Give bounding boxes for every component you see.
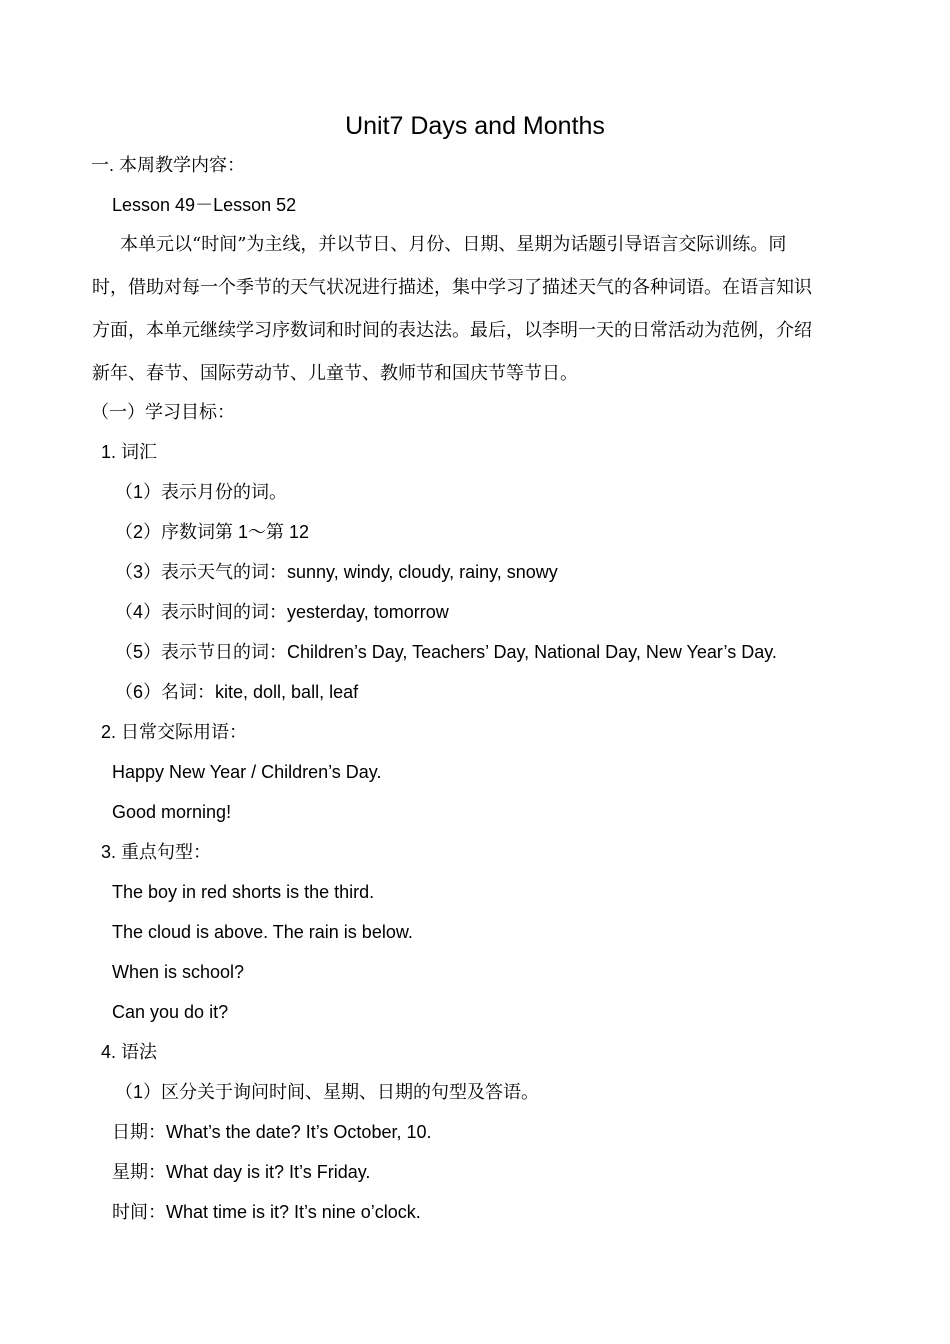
expression-item: Happy New Year / Children’s Day. <box>112 762 382 782</box>
pattern-item: When is school? <box>112 962 245 982</box>
grammar-heading: 4. 语法 <box>101 1042 158 1062</box>
intro-line: 时，借助对每一个季节的天气状况进行描述，集中学习了描述天气的各种词语。在语言知识 <box>92 277 812 298</box>
vocab-item: （4）表示时间的词：yesterday, tomorrow <box>115 602 449 622</box>
vocab-item: （1）表示月份的词。 <box>115 482 288 502</box>
vocab-item: （2）序数词第 1～第 12 <box>115 522 310 542</box>
intro-line: 本单元以“时间”为主线，并以节日、月份、日期、星期为话题引导语言交际训练。同 <box>120 234 787 255</box>
intro-line: 方面，本单元继续学习序数词和时间的表达法。最后，以李明一天的日常活动为范例，介绍 <box>92 320 812 341</box>
vocab-item: （6）名词：kite, doll, ball, leaf <box>115 682 359 702</box>
patterns-heading: 3. 重点句型： <box>101 842 212 862</box>
document-title: Unit7 Days and Months <box>345 112 605 140</box>
grammar-example: 星期：What day is it? It’s Friday. <box>112 1162 371 1182</box>
pattern-item: Can you do it? <box>112 1002 229 1022</box>
lesson-range: Lesson 49－Lesson 52 <box>112 195 297 215</box>
vocab-item: （5）表示节日的词：Children’s Day, Teachers’ Day, National Day, New Year’s Day. <box>115 642 777 662</box>
intro-line: 新年、春节、国际劳动节、儿童节、教师节和国庆节等节日。 <box>92 363 578 384</box>
vocab-heading: 1. 词汇 <box>101 442 158 462</box>
vocab-item: （3）表示天气的词：sunny, windy, cloudy, rainy, snowy <box>115 562 558 582</box>
objectives-heading: （一）学习目标： <box>91 402 235 422</box>
expression-item: Good morning! <box>112 802 232 822</box>
grammar-item: （1）区分关于询问时间、星期、日期的句型及答语。 <box>115 1082 540 1102</box>
grammar-example: 时间：What time is it? It’s nine o’clock. <box>112 1202 421 1222</box>
pattern-item: The boy in red shorts is the third. <box>112 882 375 902</box>
pattern-item: The cloud is above. The rain is below. <box>112 922 413 942</box>
grammar-example: 日期：What’s the date? It’s October, 10. <box>112 1122 432 1142</box>
section-heading: 一. 本周教学内容： <box>91 155 246 175</box>
expressions-heading: 2. 日常交际用语： <box>101 722 248 742</box>
